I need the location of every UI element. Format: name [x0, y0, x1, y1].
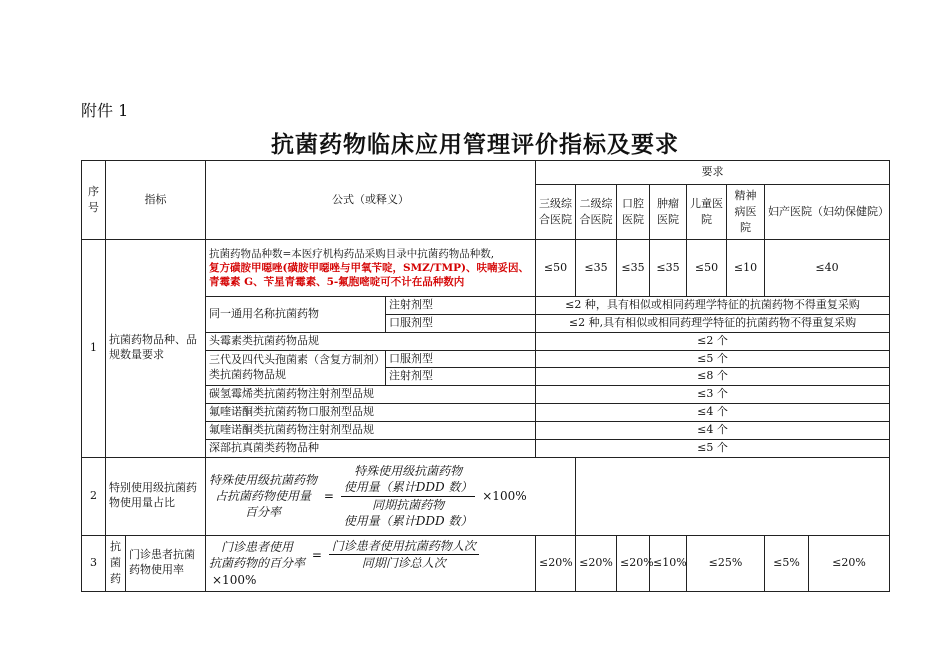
row1-seq: 1 — [82, 240, 106, 458]
antifungal-label: 深部抗真菌类药物品种 — [206, 439, 536, 457]
row3-group: 抗菌药 — [106, 535, 126, 591]
header-children: 儿童医院 — [687, 185, 727, 240]
limit-tertiary: ≤50 — [536, 240, 576, 297]
row2-left-line2: 占抗菌药物使用量 — [215, 489, 312, 503]
row2-den-line2: 使用量（累计DDD 数） — [343, 513, 473, 528]
limit-children: ≤50 — [687, 240, 727, 297]
same-name-oral-req: ≤2 种,具有相似或相同药理学特征的抗菌药物不得重复采购 — [536, 314, 890, 332]
header-stomatology: 口腔医院 — [617, 185, 650, 240]
row3-numerator: 门诊患者使用抗菌药物人次 — [331, 539, 476, 554]
attachment-label: 附件 1 — [81, 101, 129, 120]
row2-num-line2: 使用量（累计DDD 数） — [343, 480, 473, 495]
same-name-injection-req: ≤2 种，具有相似或相同药理学特征的抗菌药物不得重复采购 — [536, 297, 890, 315]
header-oncology: 肿瘤医院 — [650, 185, 687, 240]
row3-formula — [206, 535, 536, 591]
row2-requirement-empty — [576, 457, 890, 535]
cephamycin-req: ≤2 个 — [536, 332, 890, 350]
varieties-exclusion-note: 复方磺胺甲噁唑(磺胺甲噁唑与甲氧苄啶，SMZ/TMP)、呋喃妥因、青霉素 G、苄星青霉素、5-氟胞嘧啶可不计在品种数内 — [209, 261, 529, 289]
varieties-definition: 抗菌药物品种数=本医疗机构药品采购目录中抗菌药物品种数, — [209, 247, 495, 260]
header-secondary-general: 二级综合医院 — [576, 185, 617, 240]
row3-fraction — [329, 538, 479, 571]
row3-times-100: ×100% — [212, 572, 257, 587]
row2-fraction — [341, 463, 476, 529]
row2-left-line3: 百分率 — [245, 505, 282, 520]
fq-oral-label: 氟喹诺酮类抗菌药物口服剂型品规 — [206, 404, 536, 422]
row3-denominator: 同期门诊总人次 — [361, 556, 446, 571]
limit-psychiatric: ≤10 — [727, 240, 765, 297]
row1-varieties-text — [206, 240, 536, 297]
row3-limit-maternity: ≤20% — [809, 535, 890, 591]
row3-left-line2: 抗菌药物的百分率 — [209, 555, 306, 570]
row3-indicator: 门诊患者抗菌药物使用率 — [126, 535, 206, 591]
row2-numerator — [341, 463, 476, 495]
fq-oral-req: ≤4 个 — [536, 404, 890, 422]
antifungal-req: ≤5 个 — [536, 439, 890, 457]
cephalosporin-oral: 口服剂型 — [386, 350, 536, 368]
header-formula: 公式（或释义） — [206, 161, 536, 240]
same-name-label: 同一通用名称抗菌药物 — [206, 297, 386, 333]
row2-equals: = — [323, 489, 334, 503]
row2-formula — [206, 457, 576, 535]
row2-num-line1: 特殊使用级抗菌药物 — [354, 464, 463, 479]
header-indicator: 指标 — [106, 161, 206, 240]
row3-equals: = — [311, 547, 322, 562]
cephamycin-label: 头霉素类抗菌药物品规 — [206, 332, 536, 350]
cephalosporin-injection-req: ≤8 个 — [536, 368, 890, 386]
same-name-injection: 注射剂型 — [386, 297, 536, 315]
row3-limit-psychiatric: ≤5% — [765, 535, 809, 591]
row2-indicator: 特别使用级抗菌药物使用量占比 — [106, 457, 206, 535]
header-maternity: 妇产医院（妇幼保健院） — [765, 185, 890, 240]
carbapenem-req: ≤3 个 — [536, 386, 890, 404]
fq-injection-label: 氟喹诺酮类抗菌药物注射剂型品规 — [206, 421, 536, 439]
carbapenem-label: 碳氢霉烯类抗菌药物注射剂型品规 — [206, 386, 536, 404]
row2-seq: 2 — [82, 457, 106, 535]
limit-oncology: ≤35 — [650, 240, 687, 297]
row2-left-line1: 特殊使用级抗菌药物 — [209, 472, 318, 487]
limit-secondary: ≤35 — [576, 240, 617, 297]
row3-limit-children: ≤25% — [687, 535, 765, 591]
row3-left-line1: 门诊患者使用 — [221, 539, 294, 554]
header-seq: 序号 — [82, 161, 106, 240]
row2-times-100: ×100% — [482, 489, 527, 503]
limit-stomatology: ≤35 — [617, 240, 650, 297]
limit-maternity: ≤40 — [765, 240, 890, 297]
row2-denominator — [341, 497, 476, 529]
row3-limit-tertiary: ≤20% — [536, 535, 576, 591]
row2-den-line1: 同期抗菌药物 — [372, 497, 445, 512]
row3-limit-secondary: ≤20% — [576, 535, 617, 591]
document-title: 抗菌药物临床应用管理评价指标及要求 — [271, 131, 679, 158]
header-requirement: 要求 — [536, 161, 890, 185]
fq-injection-req: ≤4 个 — [536, 421, 890, 439]
row3-limit-stomatology: ≤20% — [617, 535, 650, 591]
header-tertiary-general: 三级综合医院 — [536, 185, 576, 240]
row3-limit-oncology: ≤10% — [650, 535, 687, 591]
cephalosporin-injection: 注射剂型 — [386, 368, 536, 386]
row3-seq: 3 — [82, 535, 106, 591]
row1-indicator: 抗菌药物品种、品规数量要求 — [106, 240, 206, 458]
row2-formula-left — [209, 472, 317, 521]
same-name-oral: 口服剂型 — [386, 314, 536, 332]
header-psychiatric: 精神病医院 — [727, 185, 765, 240]
indicator-table — [81, 160, 890, 592]
cephalosporin-oral-req: ≤5 个 — [536, 350, 890, 368]
row3-formula-left — [209, 539, 305, 571]
cephalosporin-label: 三代及四代头孢菌素（含复方制剂）类抗菌药物品规 — [206, 350, 386, 386]
